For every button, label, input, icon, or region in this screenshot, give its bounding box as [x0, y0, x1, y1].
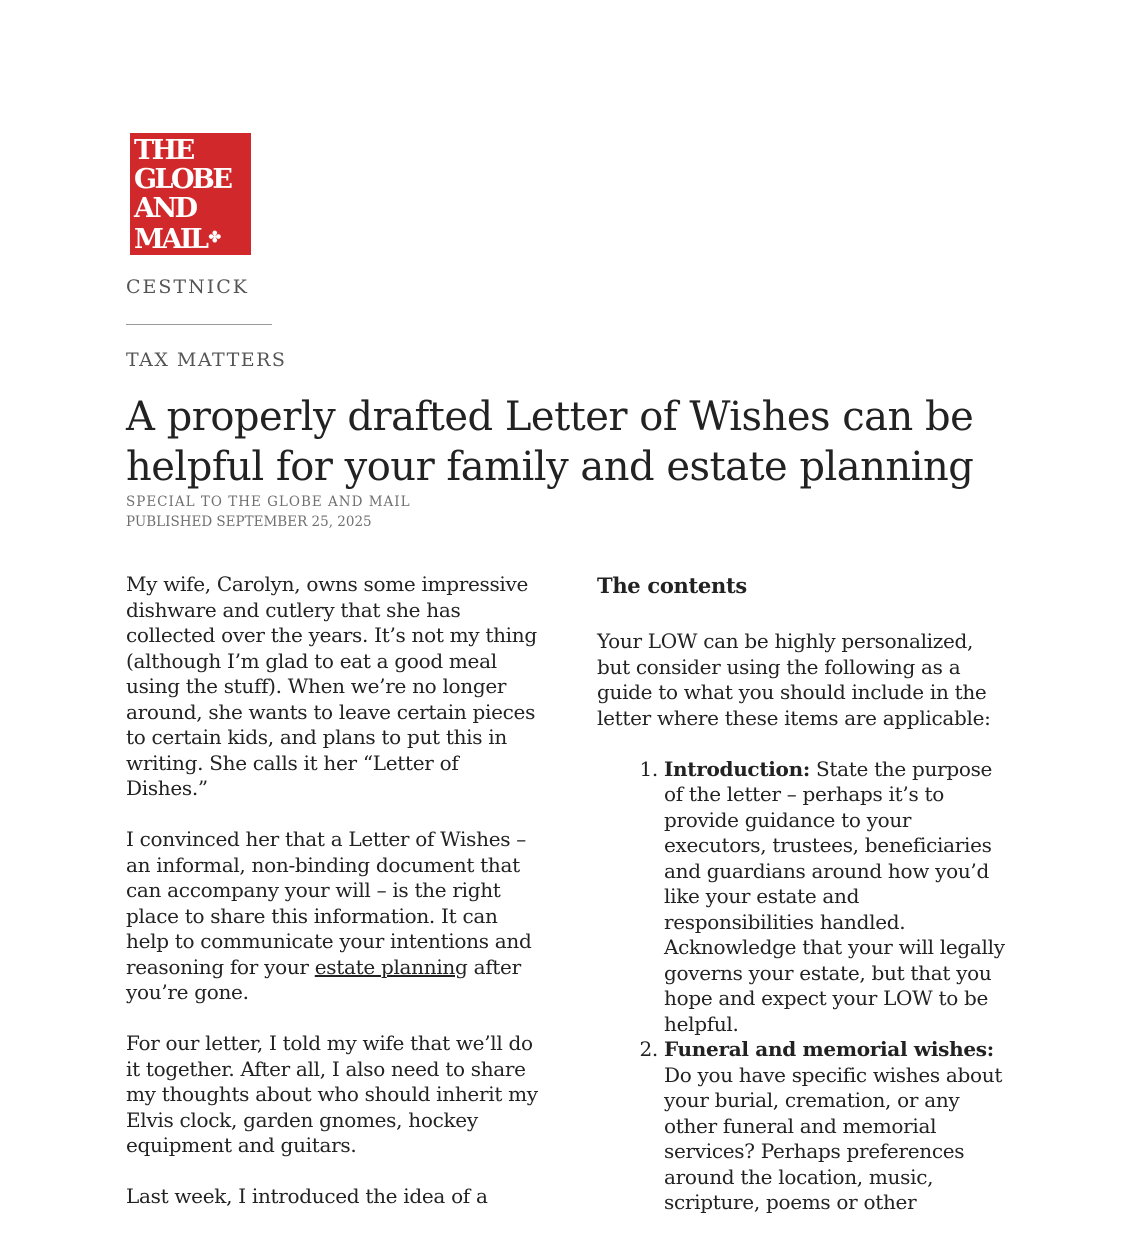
list-item-text: Do you have specific wishes about your burial, cremation, or any other funeral and memorial services? Perhaps preferences around the location, music, scripture, poems or other	[664, 1062, 1003, 1214]
logo-line-4: MAIL ✤	[134, 224, 222, 255]
paragraph-2: I convinced her that a Letter of Wishes – an informal, non-binding document that can accompany your will – is the right place to share this information. It can help to communicate your intentions and reasoning for your estate planning after you’re gone.	[126, 827, 532, 1004]
page-title: A properly drafted Letter of Wishes can be helpful for your family and estate planning	[126, 394, 974, 490]
list-item-title: Funeral and memorial wishes:	[664, 1037, 994, 1061]
contents-intro: Your LOW can be highly personalized, but consider using the following as a guide to what you should include in the letter where these items are applicable:	[597, 629, 991, 730]
list-item	[664, 757, 1007, 1038]
publish-date: PUBLISHED SEPTEMBER 25, 2025	[126, 514, 372, 530]
article-body-right	[597, 572, 1007, 1216]
logo-line-3: AND	[134, 193, 196, 224]
estate-planning-link[interactable]: estate planning	[314, 954, 468, 979]
section-label[interactable]: TAX MATTERS	[126, 349, 287, 371]
globe-and-mail-logo	[130, 133, 251, 255]
list-item	[664, 1037, 1007, 1216]
maple-leaf-icon: ✤	[208, 228, 222, 246]
paragraph-3: For our letter, I told my wife that we’ll do it together. After all, I also need to share my thoughts about who should inherit my Elvis clock, garden gnomes, hockey equipment and guitars.	[126, 1031, 538, 1157]
subheading-contents: The contents	[597, 573, 747, 598]
paragraph-1: My wife, Carolyn, owns some impressive dishware and cutlery that she has collected over the years. It’s not my thing (although I’m glad to eat a good meal using the stuff). When we’re no longer around, she wants to leave certain pieces to certain kids, and plans to put this in writing. She calls it her “Letter of Dishes.”	[126, 572, 537, 800]
list-item-text: State the purpose of the letter – perhaps it’s to provide guidance to your executors, trustees, beneficiaries and guardians around how you’d like your estate and responsibilities handled. Acknowledge that your will legally governs your estate, but that you hope and expect your LOW to be helpful.	[664, 756, 1005, 1036]
list-item-title: Introduction:	[664, 756, 810, 781]
article-body-left	[126, 572, 546, 1235]
byline: SPECIAL TO THE GLOBE AND MAIL	[126, 494, 411, 510]
logo-line-1: THE	[134, 135, 193, 166]
logo-line-2: GLOBE	[134, 164, 231, 195]
author-name[interactable]: CESTNICK	[126, 276, 249, 298]
contents-list	[597, 757, 1007, 1216]
paragraph-4: Last week, I introduced the idea of a	[126, 1184, 488, 1208]
author-divider	[126, 324, 272, 325]
